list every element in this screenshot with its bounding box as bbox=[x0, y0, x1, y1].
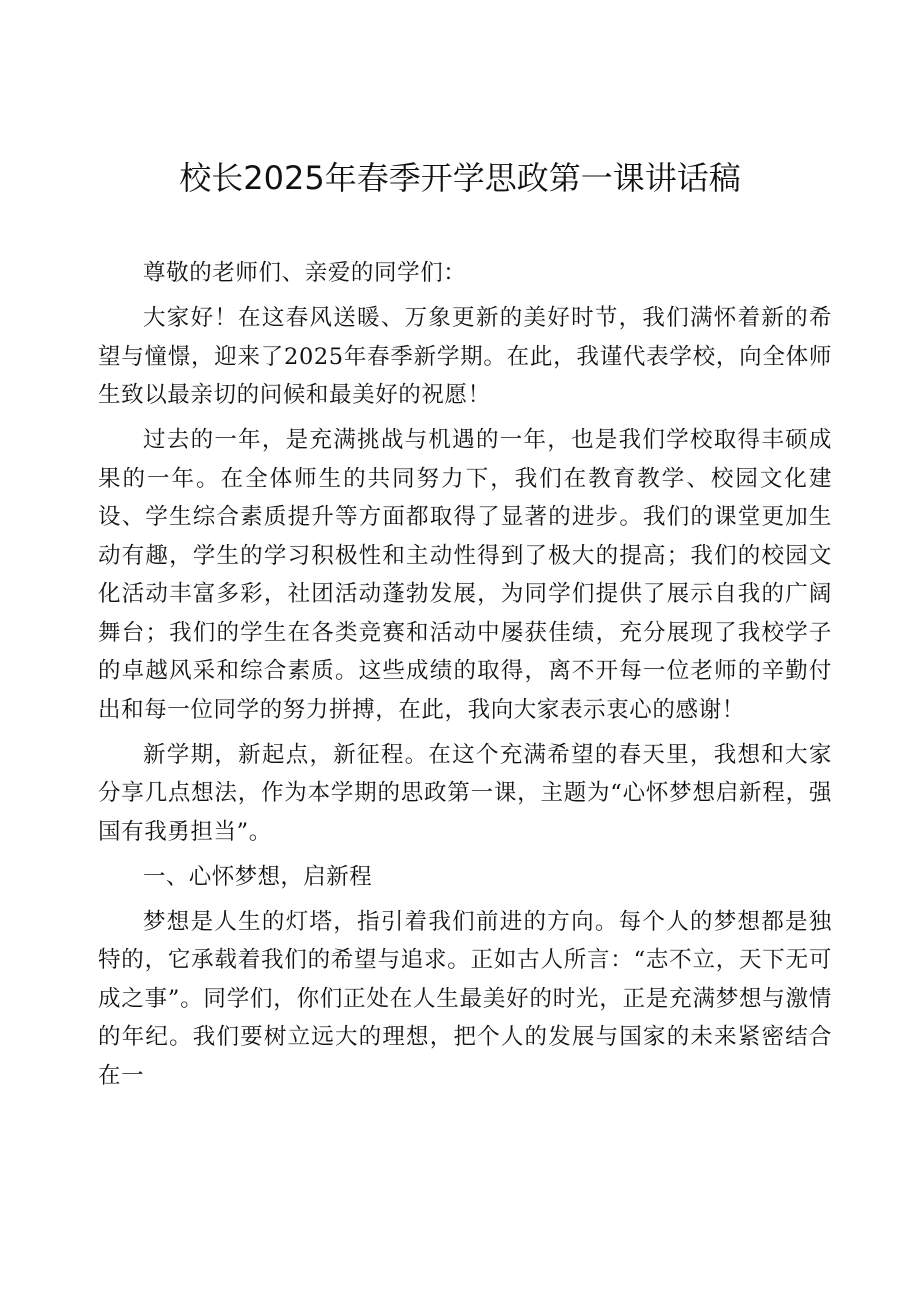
paragraph-dream: 梦想是人生的灯塔，指引着我们前进的方向。每个人的梦想都是独特的，它承载着我们的希望与追求。正如古人所言：“志不立，天下无可成之事”。同学们，你们正处在人生最美好的时光，正是充满梦想与激情的年纪。我们要树立远大的理想，把个人的发展与国家的未来紧密结合在一 bbox=[98, 908, 832, 1089]
paragraph-opening: 大家好！在这春风送暖、万象更新的美好时节，我们满怀着新的希望与憧憬，迎来了2025年春季新学期。在此，我谨代表学校，向全体师生致以最亲切的问候和最美好的祝愿！ bbox=[98, 305, 832, 408]
document-body bbox=[98, 254, 832, 1102]
document-title: 校长2025年春季开学思政第一课讲话稿 bbox=[179, 159, 741, 197]
section-heading: 一、心怀梦想，启新程 bbox=[143, 863, 373, 890]
paragraph-new-semester: 新学期，新起点，新征程。在这个充满希望的春天里，我想和大家分享几点想法，作为本学期的思政第一课，主题为“心怀梦想启新程，强国有我勇担当”。 bbox=[98, 741, 832, 845]
paragraph-past-year: 过去的一年，是充满挑战与机遇的一年，也是我们学校取得丰硕成果的一年。在全体师生的共同努力下，我们在教育教学、校园文化建设、学生综合素质提升等方面都取得了显著的进步。我们的课堂更加生动有趣，学生的学习积极性和主动性得到了极大的提高；我们的校园文化活动丰富多彩，社团活动蓬勃发展，为同学们提供了展示自我的广阔舞台；我们的学生在各类竞赛和活动中屡获佳绩，充分展现了我校学子的卓越风采和综合素质。这些成绩的取得，离不开每一位老师的辛勤付出和每一位同学的努力拼搏，在此，我向大家表示衷心的感谢！ bbox=[98, 427, 832, 723]
greeting: 尊敬的老师们、亲爱的同学们： bbox=[143, 260, 467, 286]
